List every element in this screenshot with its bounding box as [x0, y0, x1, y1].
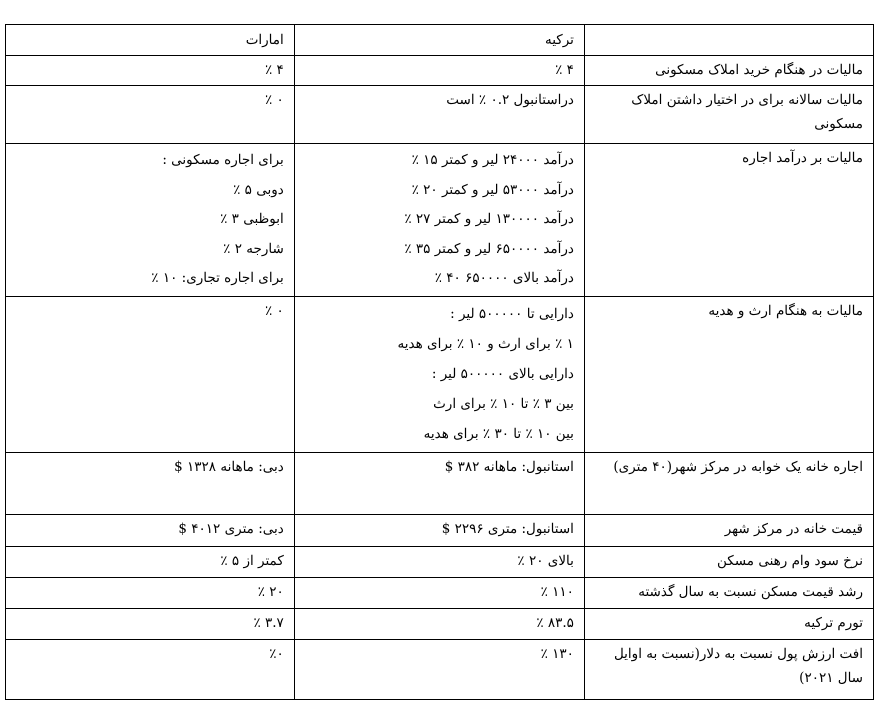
turkey-line: درآمد ۶۵۰۰۰۰ لیر و کمتر ۳۵ ٪ — [404, 240, 574, 257]
turkey-line: بین ۱۰ ٪ تا ۳۰ ٪ برای هدیه — [423, 426, 574, 443]
turkey-line: درآمد ۱۳۰۰۰۰ لیر و کمتر ۲۷ ٪ — [404, 211, 574, 227]
turkey-line: درآمد ۲۴۰۰۰ لیر و کمتر ۱۵ ٪ — [411, 152, 574, 168]
topic-cell: نرخ سود وام رهنی مسکن — [584, 546, 873, 577]
uae-line: ابوظبی ۳ ٪ — [220, 211, 284, 227]
topic-cell: رشد قیمت مسکن نسبت به سال گذشته — [584, 577, 873, 608]
uae-line: شارجه ۲ ٪ — [223, 240, 284, 257]
turkey-cell: استانبول: متری ۲۲۹۶ $ — [294, 514, 584, 546]
table-row — [6, 639, 874, 699]
uae-cell: کمتر از ۵ ٪ — [6, 546, 295, 577]
table-row — [6, 56, 874, 86]
turkey-cell — [294, 144, 584, 297]
turkey-cell: ۱۱۰ ٪ — [294, 577, 584, 608]
uae-cell: ۰ ٪ — [6, 296, 295, 452]
table-row — [6, 514, 874, 546]
topic-cell: اجاره خانه یک خوابه در مرکز شهر(۴۰ متری) — [584, 452, 873, 514]
table-row — [6, 296, 874, 452]
topic-cell: افت ارزش پول نسبت به دلار(نسبت به اوایل سال ۲۰۲۱) — [584, 639, 873, 699]
table-row — [6, 452, 874, 514]
turkey-cell: بالای ۲۰ ٪ — [294, 546, 584, 577]
turkey-cell: ۴ ٪ — [294, 56, 584, 86]
uae-cell: ۲۰ ٪ — [6, 577, 295, 608]
table-row — [6, 86, 874, 144]
uae-cell: ۰ ٪ — [6, 86, 295, 144]
header-uae-cell: امارات — [6, 25, 295, 56]
turkey-line: دارایی تا ۵۰۰۰۰۰ لیر : — [450, 305, 574, 322]
topic-cell: مالیات در هنگام خرید املاک مسکونی — [584, 56, 873, 86]
turkey-line: دارایی بالای ۵۰۰۰۰۰ لیر : — [431, 365, 574, 382]
turkey-line: درآمد ۵۳۰۰۰ لیر و کمتر ۲۰ ٪ — [411, 181, 574, 198]
comparison-table-wrapper — [5, 24, 874, 700]
turkey-cell — [294, 296, 584, 452]
header-turkey-cell: ترکیه — [294, 25, 584, 56]
uae-cell: ۳.۷ ٪ — [6, 608, 295, 639]
uae-cell: دبی: متری ۴۰۱۲ $ — [6, 514, 295, 546]
uae-cell: ۴ ٪ — [6, 56, 295, 86]
turkey-cell: دراستانبول ۰.۲ ٪ است — [294, 86, 584, 144]
header-topic-cell — [584, 25, 873, 56]
table-row — [6, 144, 874, 297]
turkey-line: بین ۳ ٪ تا ۱۰ ٪ برای ارث — [433, 396, 574, 413]
topic-cell: قیمت خانه در مرکز شهر — [584, 514, 873, 546]
uae-cell: ٪۰ — [6, 639, 295, 699]
turkey-line: ۱ ٪ برای ارث و ۱۰ ٪ برای هدیه — [397, 335, 574, 352]
uae-line: برای اجاره تجاری: ۱۰ ٪ — [151, 270, 284, 286]
topic-cell: مالیات بر درآمد اجاره — [584, 144, 873, 297]
uae-line: برای اجاره مسکونی : — [162, 152, 284, 168]
turkey-cell: ۱۳۰ ٪ — [294, 639, 584, 699]
uae-cell — [6, 144, 295, 297]
turkey-cell: ۸۳.۵ ٪ — [294, 608, 584, 639]
uae-cell: دبی: ماهانه ۱۳۲۸ $ — [6, 452, 295, 514]
topic-cell: مالیات سالانه برای در اختیار داشتن املاک مسکونی — [584, 86, 873, 144]
topic-cell: مالیات به هنگام ارث و هدیه — [584, 296, 873, 452]
turkey-line: درآمد بالای ۶۵۰۰۰۰ ۴۰ ٪ — [434, 270, 574, 286]
table-header-row — [6, 25, 874, 56]
turkey-cell: استانبول: ماهانه ۳۸۲ $ — [294, 452, 584, 514]
uae-line: دوبی ۵ ٪ — [233, 181, 284, 198]
table-row — [6, 608, 874, 639]
comparison-table — [5, 24, 874, 700]
table-row — [6, 577, 874, 608]
table-row — [6, 546, 874, 577]
topic-cell: تورم ترکیه — [584, 608, 873, 639]
